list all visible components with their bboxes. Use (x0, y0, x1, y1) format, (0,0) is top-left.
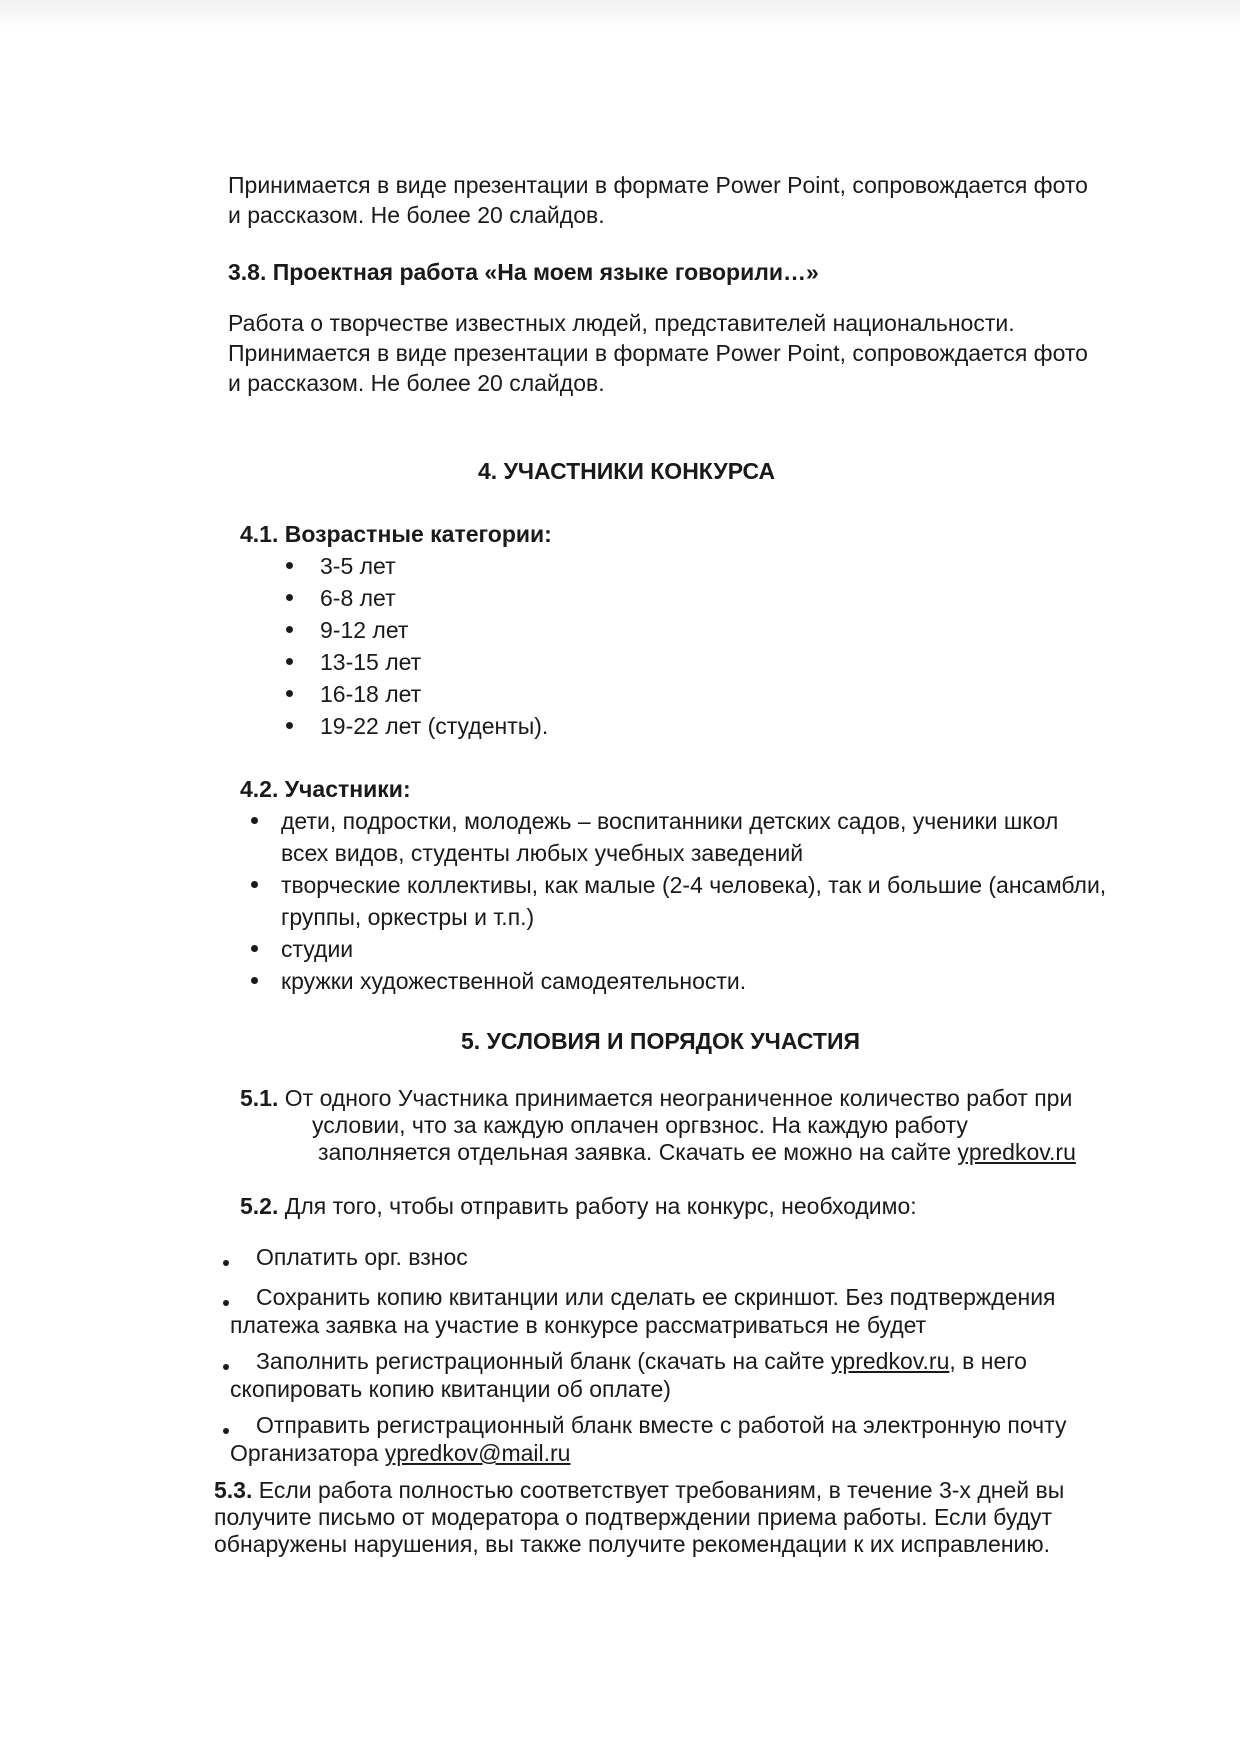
step-3-text-a: Заполнить регистрационный бланк (скачать на сайте (256, 1348, 831, 1374)
scan-edge-shadow (0, 0, 1240, 28)
site-link[interactable]: ypredkov.ru (957, 1139, 1076, 1165)
subheading-4-2: 4.2. Участники: (240, 776, 411, 802)
para-5-1-line-3-text: заполняется отдельная заявка. Скачать ее можно на сайте (318, 1139, 958, 1165)
list-item: 6-8 лет (320, 582, 548, 614)
para-5-1-line-1 (240, 1085, 1076, 1112)
para-5-3-text: Если работа полностью соответствует требованиям, в течение 3-х дней вы (252, 1477, 1065, 1503)
para-3-8-line-1: Работа о творчестве известных людей, представителей национальности. (228, 310, 1015, 336)
paragraph-3-8 (228, 308, 1088, 398)
paragraph-5-2 (240, 1193, 917, 1220)
list-item (0, 1283, 1240, 1347)
step-4-text: Организатора (230, 1440, 385, 1466)
participants-list (281, 805, 1106, 997)
list-item (281, 933, 1106, 965)
para-5-1-number: 5.1. (240, 1085, 279, 1111)
step-3-text-b: , в него (949, 1348, 1027, 1374)
intro-paragraph (228, 170, 1088, 230)
para-5-2-number: 5.2. (240, 1193, 279, 1219)
para-5-2-text: Для того, чтобы отправить работу на конкурс, необходимо: (284, 1193, 917, 1219)
email-link[interactable]: ypredkov@mail.ru (384, 1440, 571, 1466)
list-item (0, 1243, 1240, 1283)
para-3-8-line-2: Принимается в виде презентации в формате Power Point, сопровождается фото (228, 340, 1088, 366)
participant-2-line-1: творческие коллективы, как малые (2-4 человека), так и большие (ансамбли, (281, 872, 1107, 898)
step-3-line-1 (256, 1348, 1027, 1374)
para-5-3-line-2: получите письмо от модератора о подтверждении приема работы. Если будут (214, 1504, 1053, 1530)
list-item: 13-15 лет (320, 646, 548, 678)
participant-3-line-1: студии (281, 936, 354, 962)
participant-4-line-1: кружки художественной самодеятельности. (281, 968, 747, 994)
site-link[interactable]: ypredkov.ru (830, 1348, 950, 1374)
para-3-8-line-3: и рассказом. Не более 20 слайдов. (228, 370, 605, 396)
step-4-line-2 (230, 1439, 1240, 1467)
para-5-3-line-1 (214, 1477, 1064, 1504)
section-5-heading: 5. УСЛОВИЯ И ПОРЯДОК УЧАСТИЯ (461, 1028, 861, 1054)
intro-line-2: и рассказом. Не более 20 слайдов. (228, 202, 605, 228)
submission-steps-list (0, 1243, 1240, 1475)
intro-line-1: Принимается в виде презентации в формате Power Point, сопровождается фото (228, 172, 1088, 198)
paragraph-5-3 (214, 1477, 1064, 1558)
list-item (0, 1347, 1240, 1411)
list-item: 19-22 лет (студенты). (320, 710, 548, 742)
step-1-text: Оплатить орг. взнос (256, 1244, 468, 1270)
list-item (0, 1411, 1240, 1475)
subheading-4-1: 4.1. Возрастные категории: (240, 521, 552, 547)
age-categories-list (320, 550, 548, 742)
step-2-line-2: платежа заявка на участие в конкурсе рассматриваться не будет (230, 1312, 927, 1338)
para-5-3-number: 5.3. (214, 1477, 253, 1503)
list-item (281, 869, 1106, 933)
para-5-1-line-2: условии, что за каждую оплачен оргвзнос. На каждую работу (312, 1112, 968, 1138)
participant-2-line-2: группы, оркестры и т.п.) (281, 904, 535, 930)
section-4-heading: 4. УЧАСТНИКИ КОНКУРСА (478, 458, 776, 484)
participant-1-line-2: всех видов, студенты любых учебных заведений (281, 840, 804, 866)
list-item: 16-18 лет (320, 678, 548, 710)
para-5-1-line-3 (240, 1139, 1076, 1166)
heading-3-8: 3.8. Проектная работа «На моем языке говорили…» (228, 259, 819, 285)
list-item: 9-12 лет (320, 614, 548, 646)
step-4-line-1: Отправить регистрационный бланк вместе с работой на электронную почту (256, 1412, 1067, 1438)
step-2-line-1: Сохранить копию квитанции или сделать ее скриншот. Без подтверждения (256, 1284, 1056, 1310)
paragraph-5-1 (240, 1085, 1076, 1166)
list-item (281, 965, 1106, 997)
list-item (281, 805, 1106, 869)
para-5-1-text: От одного Участника принимается неограниченное количество работ при (284, 1085, 1073, 1111)
para-5-3-line-3: обнаружены нарушения, вы также получите рекомендации к их исправлению. (214, 1531, 1051, 1557)
participant-1-line-1: дети, подростки, молодежь – воспитанники детских садов, ученики школ (281, 808, 1059, 834)
list-item: 3-5 лет (320, 550, 548, 582)
step-3-line-2: скопировать копию квитанции об оплате) (230, 1376, 671, 1402)
